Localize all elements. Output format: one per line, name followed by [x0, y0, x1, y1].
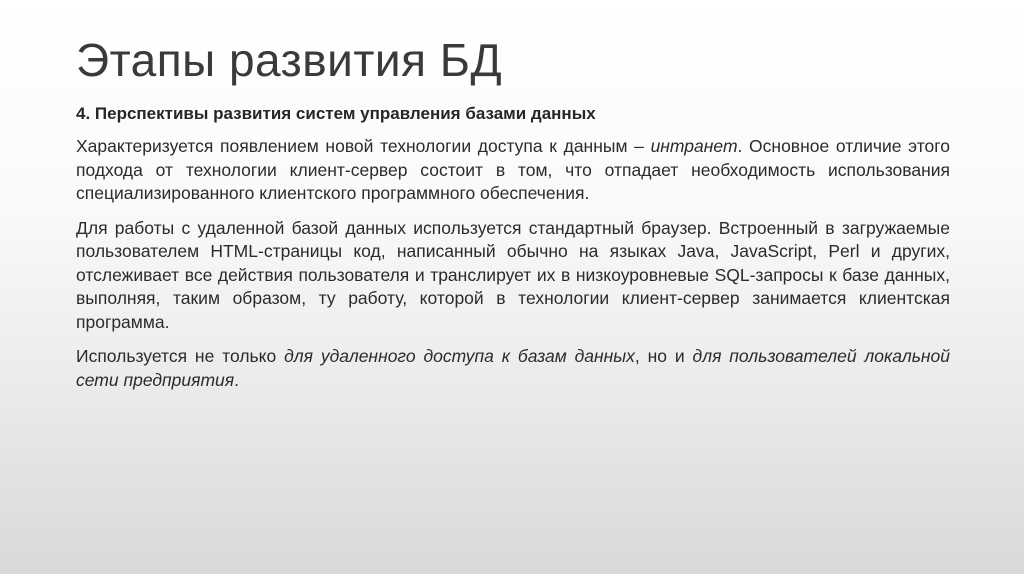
paragraph-3-italic-local: для пользователей локальной сети предприятия: [76, 346, 950, 390]
paragraph-1-text-before: Характеризуется появлением новой технологии доступа к данным –: [76, 136, 651, 156]
paragraph-1-italic-term: интранет: [650, 136, 738, 156]
subheading: 4. Перспективы развития систем управления базами данных: [76, 104, 596, 123]
paragraph-3-text-before: Используется не только: [76, 346, 285, 366]
paragraph-3-text-after: .: [234, 369, 240, 390]
paragraph-3-text-middle: , но и: [634, 346, 693, 366]
slide-content: [76, 102, 950, 403]
paragraph-3-italic-remote: для удаленного доступа к базам данных: [284, 346, 635, 366]
paragraph-usage: [76, 345, 950, 392]
slide-title: Этапы развития БД: [76, 34, 503, 86]
paragraph-browser: Для работы с удаленной базой данных используется стандартный браузер. Встроенный в загружаемые пользователем HTML-страницы код, написанный обычно на языках Java, JavaScript, Perl и других, отслеживает все действия пользователя и транслирует их в низкоуровневые SQL-запросы к базе данных, выполняя, таким образом, ту работу, которой в технологии клиент-сервер занимается клиентская программа.: [76, 217, 950, 332]
paragraph-1-text-after: . Основное отличие этого подхода от технологии клиент-сервер состоит в том, что отпадает необходимость использования специализированного клиентского программного обеспечения.: [76, 136, 950, 203]
paragraph-intranet: [76, 135, 950, 206]
